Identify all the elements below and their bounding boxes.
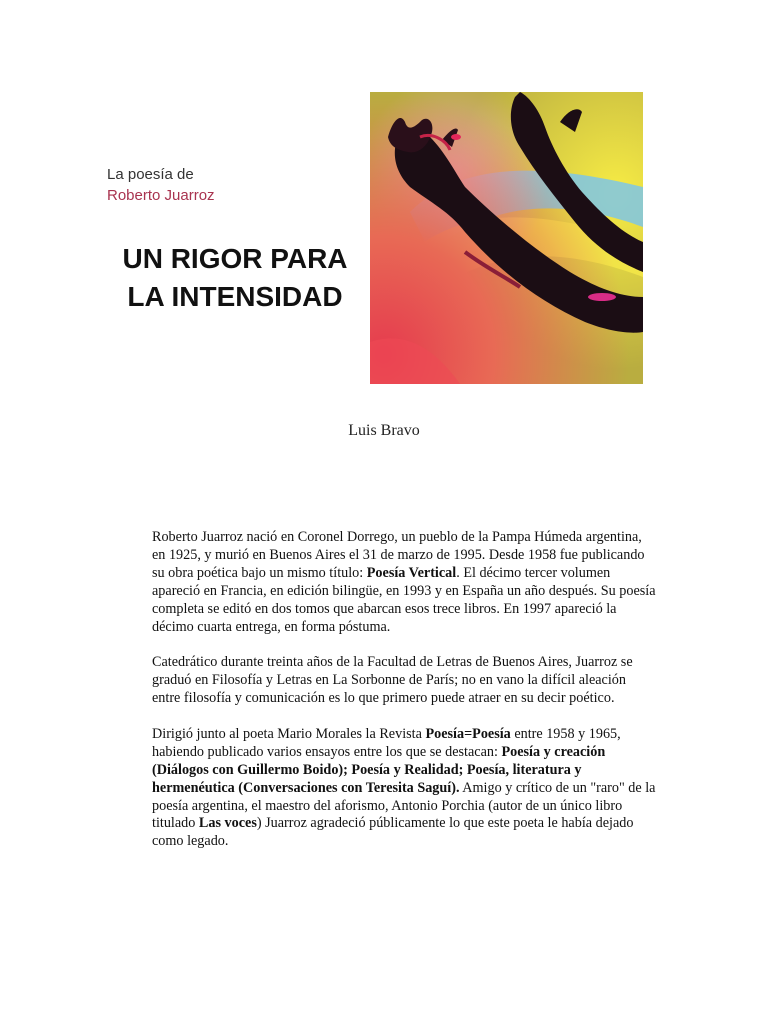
page-title — [100, 240, 370, 316]
raised-arms-painting — [370, 92, 643, 384]
title-line-1: UN RIGOR PARA — [122, 243, 348, 274]
cover-artwork — [370, 92, 643, 384]
author-name: Roberto Juarroz — [107, 187, 215, 204]
book-title-poesia-vertical: Poesía Vertical — [366, 564, 457, 581]
paragraph-2: Catedrático durante treinta años de la Facultad de Letras de Buenos Aires, Juarroz se graduó en Filosofía y Letras en La Sorbonne de París; no en vano la difícil aleación entre filosofía y comunicación es lo que primero puede atraer en su decir poético. — [152, 654, 633, 707]
paragraph-3: Dirigió junto al poeta Mario Morales la Revista Poesía=Poesía entre 1958 y 1965, habiendo publicado varios ensayos entre los que se destacan: Poesía y creación (Diálogos con Guillermo Boido); Poesía y Realidad; Poesía, literatura y hermenéutica (Conversaciones con Teresita Saguí). Amigo y crítico de un "raro" de la poesía argentina, el maestro del aforismo, Antonio Porchia (autor de un único libro titulado Las voces) Juarroz agradeció públicamente lo que este poeta le había dejado como legado. — [152, 725, 656, 850]
magazine-title: Poesía=Poesía — [425, 725, 511, 742]
article-body — [152, 529, 657, 869]
paragraph-1: Roberto Juarroz nació en Coronel Dorrego, un pueblo de la Pampa Húmeda argentina, en 1925, y murió en Buenos Aires el 31 de marzo de 1995. Desde 1958 fue publicando su obra poética bajo un mismo título: Poesía Vertical. El décimo tercer volumen apareció en Francia, en edición bilingüe, en 1993 y en España un año después. Su poesía completa se editó en dos tomos que abarcan esos trece libros. En 1997 apareció la décimo cuarta entrega, en forma póstuma. — [152, 529, 656, 635]
essay-titles: Poesía y creación (Diálogos con Guillermo Boido); Poesía y Realidad; Poesía, literatura y hermenéutica (Conversaciones con Teresita Saguí). — [152, 743, 606, 796]
kicker-text: La poesía de — [107, 166, 194, 183]
title-kicker — [107, 164, 215, 206]
title-line-2: LA INTENSIDAD — [127, 281, 343, 312]
byline: Luis Bravo — [348, 422, 420, 439]
book-title-las-voces: Las voces — [198, 815, 257, 832]
